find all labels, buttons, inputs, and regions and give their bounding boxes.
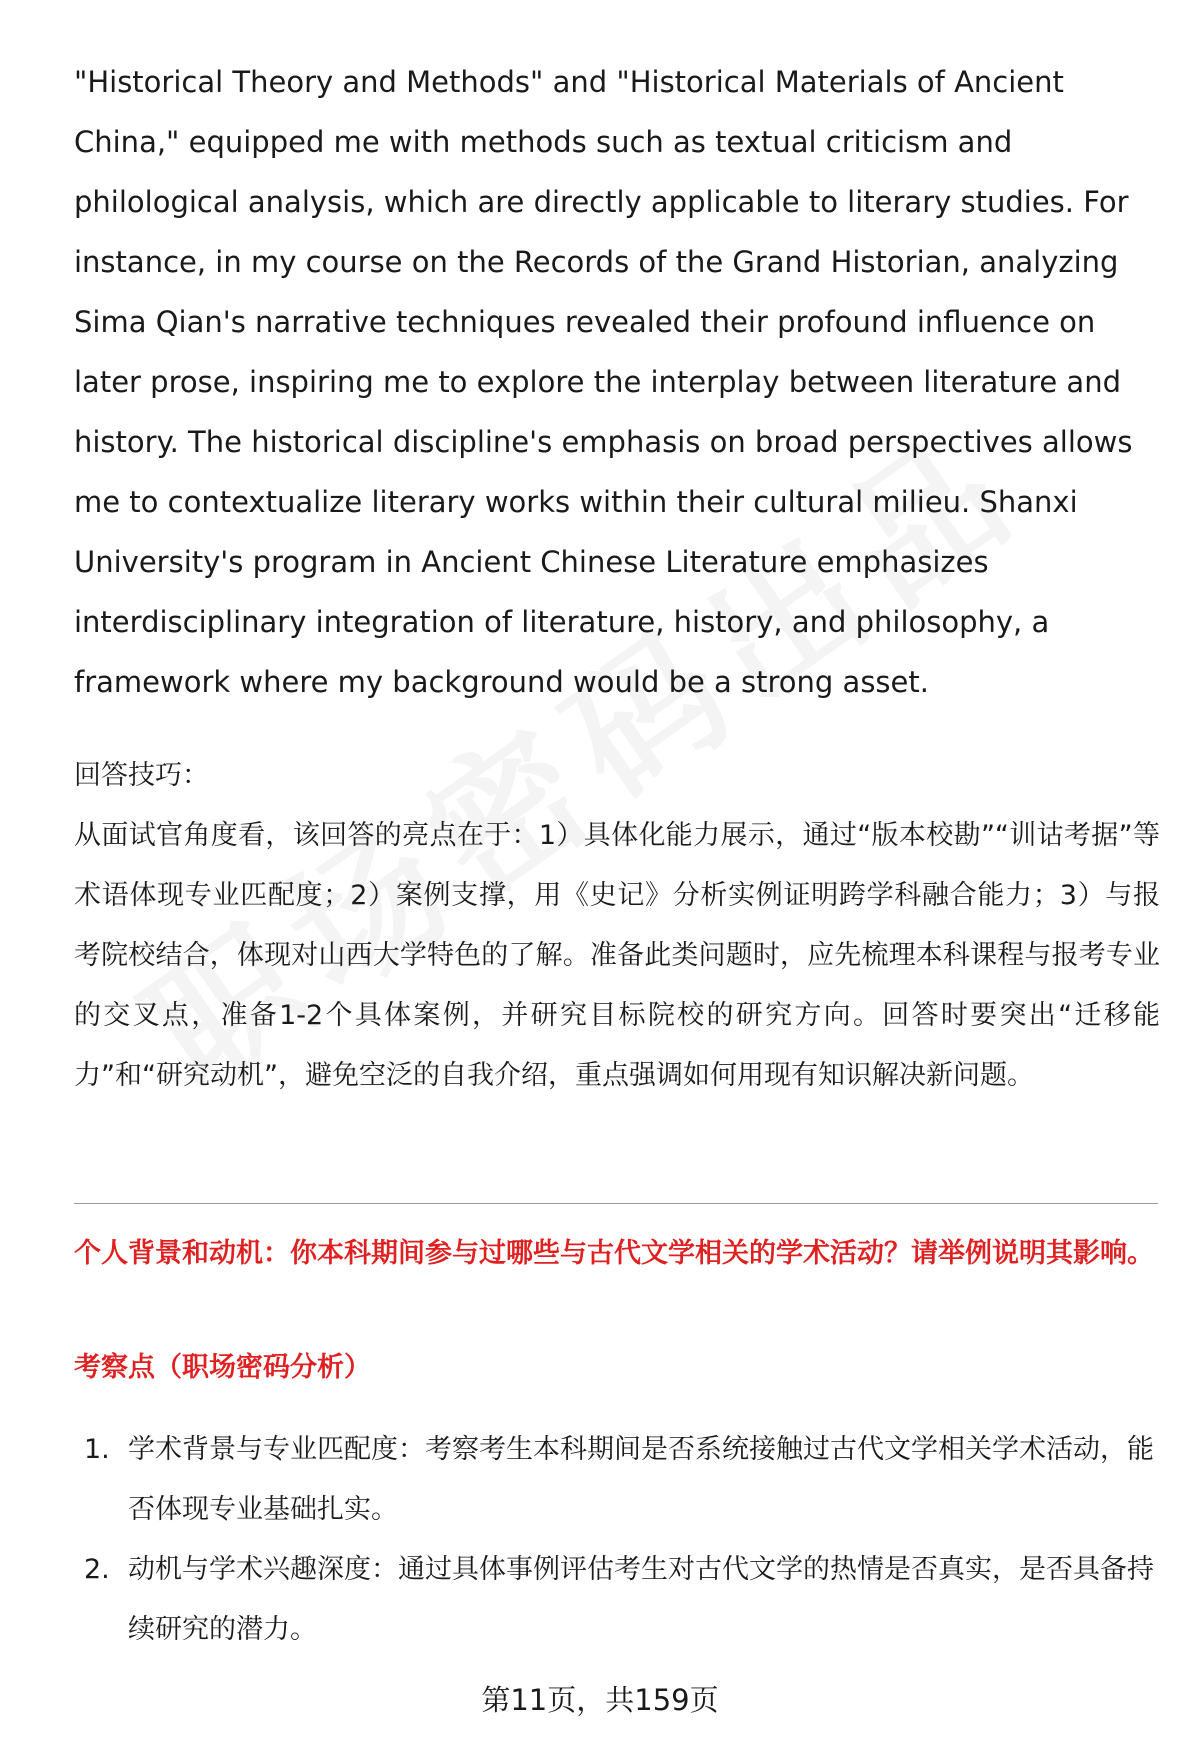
list-item: [74, 1420, 1160, 1540]
question-heading: 个人背景和动机：你本科期间参与过哪些与古代文学相关的学术活动？请举例说明其影响。: [74, 1238, 1154, 1269]
list-item-text: 学术背景与专业匹配度：考察考生本科期间是否系统接触过古代文学相关学术活动，能否体现专业基础扎实。: [128, 1434, 1154, 1525]
list-item-number: 2.: [84, 1554, 110, 1585]
section-divider: [74, 1203, 1158, 1204]
english-answer-paragraph: "Historical Theory and Methods" and "Historical Materials of Ancient China," equipped me with methods such as textual criticism and philological analysis, which are directly applicable to literary studies. For instance, in my course on the Records of the Grand Historian, analyzing Sima Qian's narrative techniques revealed their profound influence on later prose, inspiring me to explore the interplay between literature and history. The historical discipline's emphasis on broad perspectives allows me to contextualize literary works within their cultural milieu. Shanxi University's program in Ancient Chinese Literature emphasizes interdisciplinary integration of literature, history, and philosophy, a framework where my background would be a strong asset.: [74, 65, 1133, 699]
tips-body: 从面试官角度看，该回答的亮点在于：1）具体化能力展示，通过“版本校勘”“训诂考据”等术语体现专业匹配度；2）案例支撑，用《史记》分析实例证明跨学科融合能力；3）与报考院校结合，体现对山西大学特色的了解。准备此类问题时，应先梳理本科课程与报考专业的交叉点，准备1-2个具体案例，并研究目标院校的研究方向。回答时要突出“迁移能力”和“研究动机”，避免空泛的自我介绍，重点强调如何用现有知识解决新问题。: [74, 820, 1160, 1091]
assessment-points-list: [74, 1420, 1160, 1660]
list-item-text: 动机与学术兴趣深度：通过具体事例评估考生对古代文学的热情是否真实，是否具备持续研究的潜力。: [128, 1554, 1154, 1645]
page-number-footer: 第11页，共159页: [481, 1683, 719, 1717]
list-item: [74, 1540, 1160, 1660]
main-content: [74, 52, 1160, 1106]
list-item-number: 1.: [84, 1434, 110, 1465]
assessment-points-heading: 考察点（职场密码分析）: [74, 1352, 371, 1383]
tips-title: 回答技巧：: [74, 760, 209, 791]
